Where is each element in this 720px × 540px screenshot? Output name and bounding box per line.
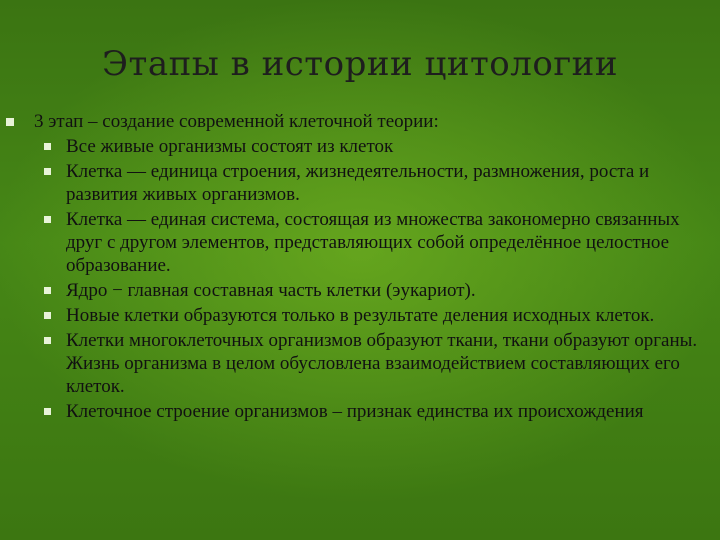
list-item bbox=[6, 135, 712, 158]
list-item-text: Все живые организмы состоят из клеток bbox=[66, 136, 394, 157]
list-item bbox=[6, 400, 712, 423]
list-item bbox=[6, 279, 712, 302]
square-bullet-icon bbox=[44, 287, 51, 294]
list-item-text: Новые клетки образуются только в результате деления исходных клеток. bbox=[66, 305, 655, 326]
square-bullet-icon bbox=[44, 168, 51, 175]
list-item-text: Клетка — единица строения, жизнедеятельности, размножения, роста и развития живых организмов. bbox=[66, 161, 650, 205]
list-item-text: Клетки многоклеточных организмов образуют ткани, ткани образуют органы. Жизнь организма в целом обусловлена взаимодействием составляющих его клеток. bbox=[66, 330, 698, 397]
square-bullet-icon bbox=[6, 118, 14, 126]
list-item-text: Ядро − главная составная часть клетки (эукариот). bbox=[66, 280, 476, 301]
slide-content bbox=[6, 110, 712, 425]
square-bullet-icon bbox=[44, 216, 51, 223]
main-point bbox=[6, 110, 712, 133]
sub-point-list bbox=[6, 135, 712, 423]
square-bullet-icon bbox=[44, 337, 51, 344]
slide-title: Этапы в истории цитологии bbox=[102, 44, 618, 84]
list-item bbox=[6, 208, 712, 277]
square-bullet-icon bbox=[44, 408, 51, 415]
list-item bbox=[6, 329, 712, 398]
square-bullet-icon bbox=[44, 143, 51, 150]
main-point-text: 3 этап – создание современной клеточной теории: bbox=[34, 111, 439, 132]
list-item bbox=[6, 160, 712, 206]
square-bullet-icon bbox=[44, 312, 51, 319]
list-item-text: Клеточное строение организмов – признак единства их происхождения bbox=[66, 401, 644, 422]
list-item-text: Клетка — единая система, состоящая из множества закономерно связанных друг с другом элементов, представляющих собой определённое целостное образование. bbox=[66, 209, 680, 276]
list-item bbox=[6, 304, 712, 327]
